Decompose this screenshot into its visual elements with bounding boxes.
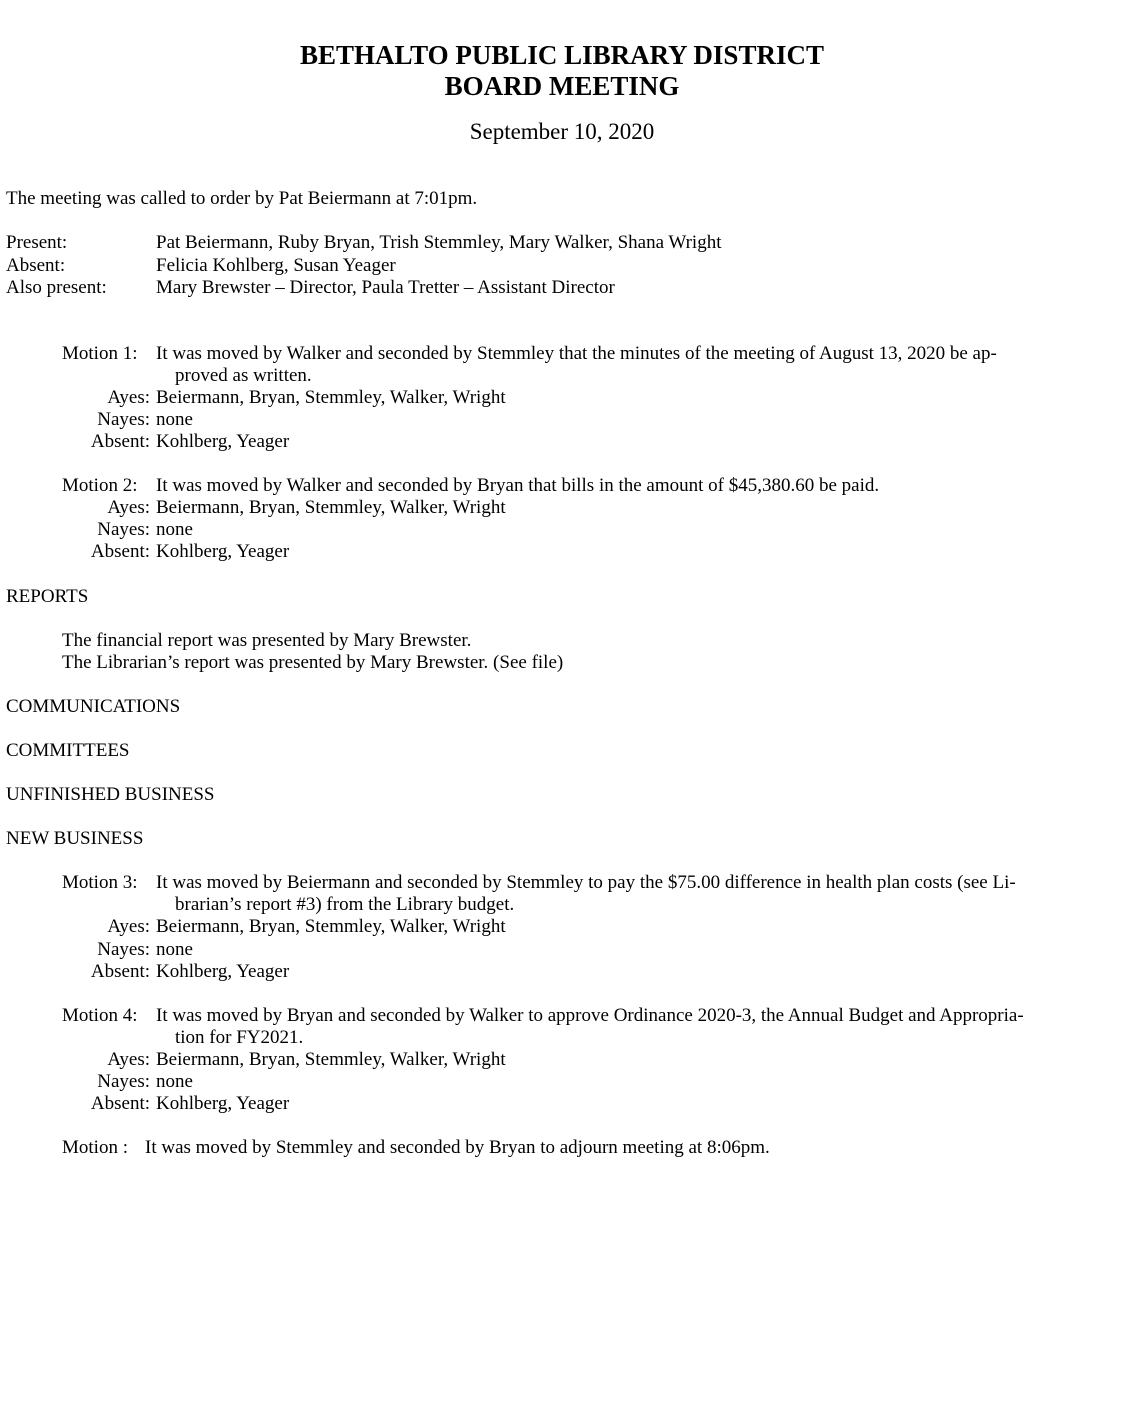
- absent-value: Felicia Kohlberg, Susan Yeager: [156, 255, 396, 276]
- ayes-label: Ayes:: [107, 497, 150, 518]
- section-heading-committees: COMMITTEES: [6, 740, 130, 761]
- motion-label: Motion 3:: [62, 872, 138, 893]
- nayes-label: Nayes:: [97, 519, 150, 540]
- document-title: BETHALTO PUBLIC LIBRARY DISTRICT: [300, 40, 824, 70]
- motion-text: It was moved by Walker and seconded by Bryan that bills in the amount of $45,380.60 be paid.: [156, 475, 880, 496]
- motion-label: Motion :: [62, 1137, 128, 1158]
- librarian-report-line: The Librarian’s report was presented by Mary Brewster. (See file): [62, 652, 564, 673]
- also-present-value: Mary Brewster – Director, Paula Tretter – Assistant Director: [156, 277, 615, 298]
- motion-label: Motion 1:: [62, 343, 138, 364]
- absent-label: Absent:: [90, 431, 150, 452]
- absent-value: Kohlberg, Yeager: [156, 431, 290, 452]
- ayes-value: Beiermann, Bryan, Stemmley, Walker, Wright: [156, 1049, 506, 1070]
- absent-label: Absent:: [90, 1093, 150, 1114]
- ayes-label: Ayes:: [107, 1049, 150, 1070]
- section-heading-reports: REPORTS: [6, 586, 89, 607]
- motion-text: It was moved by Beiermann and seconded by Stemmley to pay the $75.00 difference in health plan costs (see Li-: [156, 872, 1016, 893]
- motion-text: It was moved by Walker and seconded by Stemmley that the minutes of the meeting of August 13, 2020 be ap-: [156, 343, 997, 364]
- call-to-order: The meeting was called to order by Pat Beiermann at 7:01pm.: [6, 188, 478, 209]
- section-heading-unfinished-business: UNFINISHED BUSINESS: [6, 784, 215, 805]
- motion-text: It was moved by Stemmley and seconded by Bryan to adjourn meeting at 8:06pm.: [145, 1137, 770, 1158]
- financial-report-line: The financial report was presented by Mary Brewster.: [62, 630, 472, 651]
- absent-value: Kohlberg, Yeager: [156, 541, 290, 562]
- nayes-value: none: [156, 409, 193, 430]
- motion-text-continued: brarian’s report #3) from the Library budget.: [175, 894, 515, 915]
- absent-label: Absent:: [90, 541, 150, 562]
- nayes-value: none: [156, 939, 193, 960]
- nayes-value: none: [156, 519, 193, 540]
- nayes-label: Nayes:: [97, 409, 150, 430]
- ayes-value: Beiermann, Bryan, Stemmley, Walker, Wright: [156, 916, 506, 937]
- absent-label: Absent:: [6, 255, 66, 276]
- motion-text-continued: proved as written.: [175, 365, 312, 386]
- nayes-value: none: [156, 1071, 193, 1092]
- meeting-date: September 10, 2020: [469, 119, 655, 144]
- motion-text: It was moved by Bryan and seconded by Walker to approve Ordinance 2020-3, the Annual Budget and Appropria-: [156, 1005, 1024, 1026]
- motion-text-continued: tion for FY2021.: [175, 1027, 304, 1048]
- absent-value: Kohlberg, Yeager: [156, 1093, 290, 1114]
- present-label: Present:: [6, 232, 68, 253]
- section-heading-new-business: NEW BUSINESS: [6, 828, 144, 849]
- absent-label: Absent:: [90, 961, 150, 982]
- ayes-value: Beiermann, Bryan, Stemmley, Walker, Wright: [156, 387, 506, 408]
- ayes-value: Beiermann, Bryan, Stemmley, Walker, Wright: [156, 497, 506, 518]
- motion-label: Motion 4:: [62, 1005, 138, 1026]
- nayes-label: Nayes:: [97, 939, 150, 960]
- nayes-label: Nayes:: [97, 1071, 150, 1092]
- section-heading-communications: COMMUNICATIONS: [6, 696, 181, 717]
- ayes-label: Ayes:: [107, 916, 150, 937]
- document-subtitle: BOARD MEETING: [444, 71, 680, 101]
- also-present-label: Also present:: [6, 277, 107, 298]
- ayes-label: Ayes:: [107, 387, 150, 408]
- motion-label: Motion 2:: [62, 475, 138, 496]
- present-value: Pat Beiermann, Ruby Bryan, Trish Stemmley, Mary Walker, Shana Wright: [156, 232, 722, 253]
- absent-value: Kohlberg, Yeager: [156, 961, 290, 982]
